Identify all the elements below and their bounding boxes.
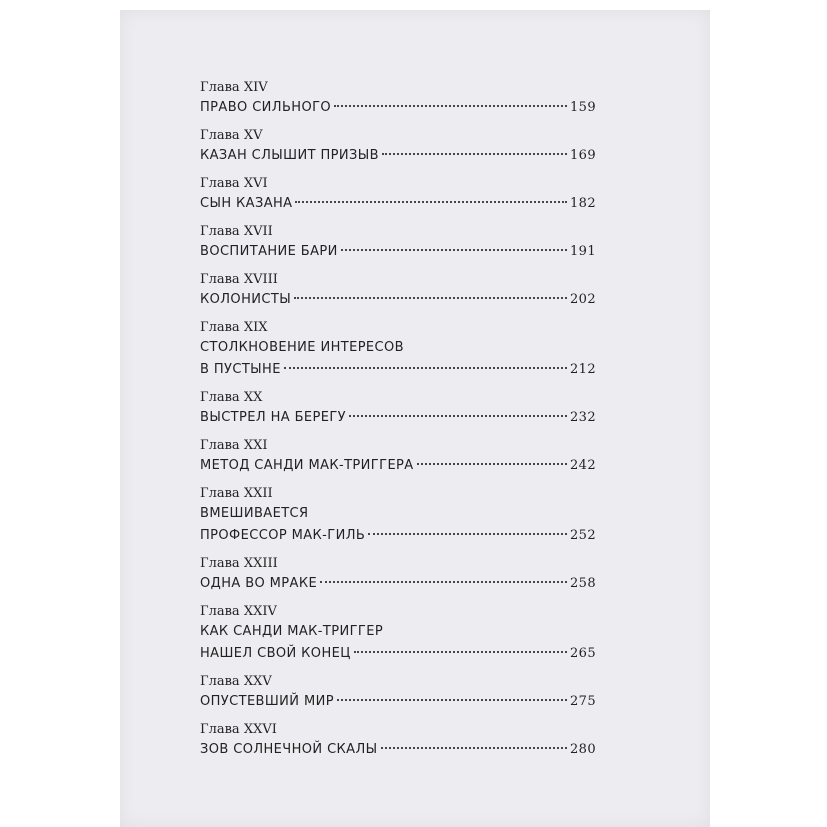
page-number: 252 — [569, 528, 596, 543]
chapter-title: ОПУСТЕВШИЙ МИР — [200, 694, 334, 709]
toc-entry — [200, 174, 596, 215]
dot-leader — [417, 463, 567, 465]
dot-leader — [320, 581, 567, 583]
page-number: 202 — [569, 292, 596, 307]
dot-leader — [337, 699, 567, 701]
toc-entry — [200, 222, 596, 263]
toc-entry — [200, 388, 596, 429]
chapter-title-row — [200, 359, 596, 381]
table-of-contents — [200, 78, 596, 768]
chapter-title-row — [200, 455, 596, 477]
page-number: 258 — [569, 576, 596, 591]
chapter-number: Глава XIX — [200, 320, 268, 335]
chapter-number: Глава XVI — [200, 176, 268, 191]
chapter-title: ОДНА ВО МРАКЕ — [200, 576, 318, 591]
chapter-title: КАК САНДИ МАК-ТРИГГЕР — [200, 624, 384, 639]
chapter-number: Глава XVII — [200, 224, 273, 239]
chapter-title: ПРОФЕССОР МАК-ГИЛЬ — [200, 528, 366, 543]
page-number: 242 — [569, 458, 596, 473]
page-number: 169 — [569, 148, 596, 163]
chapter-title: НАШЕЛ СВОЙ КОНЕЦ — [200, 646, 351, 661]
page-number: 212 — [569, 362, 596, 377]
chapter-title: ВМЕШИВАЕТСЯ — [200, 506, 309, 521]
toc-entry — [200, 602, 596, 665]
toc-entry — [200, 318, 596, 381]
toc-entry — [200, 672, 596, 713]
chapter-title-row — [200, 289, 596, 311]
chapter-title: ВОСПИТАНИЕ БАРИ — [200, 244, 338, 259]
chapter-title-row — [200, 193, 596, 215]
chapter-title: В ПУСТЫНЕ — [200, 362, 281, 377]
chapter-title-row — [200, 573, 596, 595]
toc-entry — [200, 436, 596, 477]
page-number: 182 — [569, 196, 596, 211]
chapter-title-row — [200, 525, 596, 547]
toc-entry — [200, 126, 596, 167]
chapter-number: Глава XVIII — [200, 272, 278, 287]
chapter-number: Глава XXVI — [200, 722, 277, 737]
chapter-title-row — [200, 691, 596, 713]
page-number: 280 — [569, 742, 596, 757]
page-number: 159 — [569, 100, 596, 115]
chapter-number: Глава XIV — [200, 80, 268, 95]
page-number: 191 — [569, 244, 596, 259]
dot-leader — [382, 153, 567, 155]
toc-entry — [200, 554, 596, 595]
dot-leader — [294, 297, 567, 299]
chapter-title: ПРАВО СИЛЬНОГО — [200, 100, 332, 115]
chapter-number: Глава XXIV — [200, 604, 277, 619]
chapter-title-row — [200, 97, 596, 119]
chapter-number: Глава XXI — [200, 438, 268, 453]
chapter-title: КОЛОНИСТЫ — [200, 292, 292, 307]
dot-leader — [334, 105, 567, 107]
toc-entry — [200, 720, 596, 761]
chapter-number: Глава XXII — [200, 486, 273, 501]
chapter-title-row — [200, 407, 596, 429]
page-number: 232 — [569, 410, 596, 425]
chapter-title-row — [200, 145, 596, 167]
page-number: 265 — [569, 646, 596, 661]
toc-entry — [200, 78, 596, 119]
chapter-title: МЕТОД САНДИ МАК-ТРИГГЕРА — [200, 458, 414, 473]
dot-leader — [284, 367, 567, 369]
dot-leader — [381, 747, 567, 749]
chapter-title: СЫН КАЗАНА — [200, 196, 293, 211]
toc-entry — [200, 484, 596, 547]
chapter-title: КАЗАН СЛЫШИТ ПРИЗЫВ — [200, 148, 379, 163]
dot-leader — [368, 533, 567, 535]
chapter-title: ЗОВ СОЛНЕЧНОЙ СКАЛЫ — [200, 742, 378, 757]
chapter-title: ВЫСТРЕЛ НА БЕРЕГУ — [200, 410, 347, 425]
page-number: 275 — [569, 694, 596, 709]
dot-leader — [295, 201, 567, 203]
chapter-title-row — [200, 739, 596, 761]
chapter-number: Глава XXIII — [200, 556, 278, 571]
chapter-title: СТОЛКНОВЕНИЕ ИНТЕРЕСОВ — [200, 340, 404, 355]
chapter-number: Глава XV — [200, 128, 263, 143]
dot-leader — [349, 415, 567, 417]
chapter-number: Глава XXV — [200, 674, 272, 689]
chapter-title-row — [200, 643, 596, 665]
chapter-number: Глава XX — [200, 390, 263, 405]
chapter-title-row — [200, 241, 596, 263]
dot-leader — [354, 651, 567, 653]
dot-leader — [341, 249, 567, 251]
toc-entry — [200, 270, 596, 311]
